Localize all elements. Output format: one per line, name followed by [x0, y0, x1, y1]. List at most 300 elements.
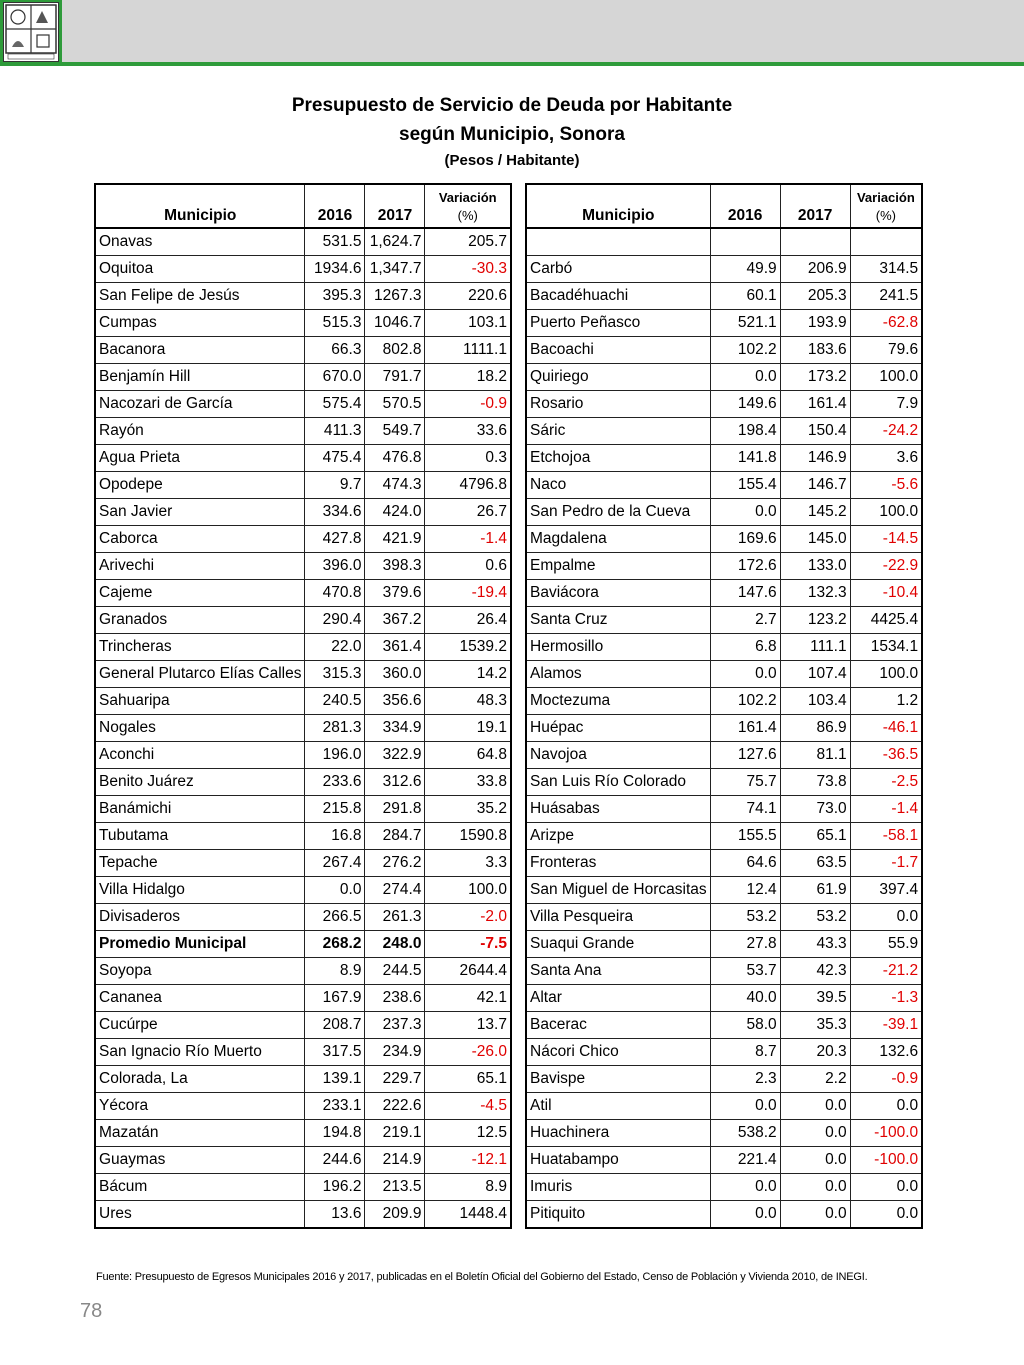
page-title-line2: según Municipio, Sonora: [399, 124, 625, 145]
cell-2017: 132.3: [780, 580, 850, 607]
table-row: [526, 228, 922, 256]
cell-2017: 205.3: [780, 283, 850, 310]
cell-2017: 0.0: [780, 1174, 850, 1201]
cell-variacion: -0.9: [425, 391, 511, 418]
page-subtitle: (Pesos / Habitante): [444, 152, 580, 169]
cell-variacion: 1590.8: [425, 823, 511, 850]
cell-municipio: Baviácora: [526, 580, 710, 607]
cell-municipio: Bácum: [95, 1174, 305, 1201]
cell-2017: 43.3: [780, 931, 850, 958]
table-row: [95, 256, 511, 283]
cell-2017: 356.6: [365, 688, 425, 715]
cell-variacion: 42.1: [425, 985, 511, 1012]
table-row: [95, 958, 511, 985]
cell-2017: 0.0: [780, 1093, 850, 1120]
cell-municipio: San Luis Río Colorado: [526, 769, 710, 796]
col-header-2017: 2017: [365, 184, 425, 228]
cell-2016: 317.5: [305, 1039, 365, 1066]
cell-2016: 395.3: [305, 283, 365, 310]
cell-municipio: Hermosillo: [526, 634, 710, 661]
cell-2017: 1,347.7: [365, 256, 425, 283]
cell-municipio: Yécora: [95, 1093, 305, 1120]
table-row: [526, 1201, 922, 1229]
cell-variacion: -1.7: [850, 850, 922, 877]
cell-municipio: Etchojoa: [526, 445, 710, 472]
col-header-variacion-unit: (%): [457, 208, 478, 223]
cell-2017: 146.7: [780, 472, 850, 499]
cell-municipio: Empalme: [526, 553, 710, 580]
cell-municipio: Caborca: [95, 526, 305, 553]
col-header-municipio: Municipio: [95, 184, 305, 228]
table-left: [94, 183, 512, 1229]
cell-2016: 74.1: [710, 796, 780, 823]
cell-municipio: Banámichi: [95, 796, 305, 823]
cell-2017: 35.3: [780, 1012, 850, 1039]
cell-municipio: Trincheras: [95, 634, 305, 661]
cell-municipio: Nogales: [95, 715, 305, 742]
cell-2017: 1046.7: [365, 310, 425, 337]
cell-2016: 0.0: [305, 877, 365, 904]
cell-2016: 1934.6: [305, 256, 365, 283]
table-row: [526, 1147, 922, 1174]
cell-2016: 411.3: [305, 418, 365, 445]
cell-municipio: Villa Hidalgo: [95, 877, 305, 904]
cell-variacion: -10.4: [850, 580, 922, 607]
cell-2017: [780, 228, 850, 256]
cell-2017: 0.0: [780, 1201, 850, 1229]
cell-variacion: 1111.1: [425, 337, 511, 364]
cell-variacion: 4796.8: [425, 472, 511, 499]
table-row: [526, 769, 922, 796]
cell-2016: 531.5: [305, 228, 365, 256]
cell-2017: 367.2: [365, 607, 425, 634]
cell-variacion: 3.6: [850, 445, 922, 472]
cell-2016: 155.5: [710, 823, 780, 850]
cell-2016: 49.9: [710, 256, 780, 283]
table-row: [526, 634, 922, 661]
cell-municipio: Cajeme: [95, 580, 305, 607]
cell-municipio: Onavas: [95, 228, 305, 256]
table-row: [526, 985, 922, 1012]
cell-2016: 66.3: [305, 337, 365, 364]
cell-variacion: -21.2: [850, 958, 922, 985]
table-row: [95, 391, 511, 418]
cell-2016: 0.0: [710, 1201, 780, 1229]
cell-2016: 267.4: [305, 850, 365, 877]
table-row: [526, 1174, 922, 1201]
table-row: [95, 553, 511, 580]
logo-frame: [0, 0, 62, 66]
cell-2016: 233.6: [305, 769, 365, 796]
cell-municipio: Villa Pesqueira: [526, 904, 710, 931]
cell-variacion: 64.8: [425, 742, 511, 769]
cell-variacion: -4.5: [425, 1093, 511, 1120]
cell-variacion: -1.4: [850, 796, 922, 823]
table-row: [95, 904, 511, 931]
cell-variacion: 0.3: [425, 445, 511, 472]
table-row: [95, 1120, 511, 1147]
cell-municipio: Opodepe: [95, 472, 305, 499]
col-header-2016: 2016: [710, 184, 780, 228]
table-row: [95, 1147, 511, 1174]
cell-2017: 421.9: [365, 526, 425, 553]
table-row: [526, 958, 922, 985]
cell-variacion: 12.5: [425, 1120, 511, 1147]
table-row: [95, 1174, 511, 1201]
cell-municipio: San Felipe de Jesús: [95, 283, 305, 310]
cell-variacion: -46.1: [850, 715, 922, 742]
cell-municipio: San Pedro de la Cueva: [526, 499, 710, 526]
table-row: [95, 499, 511, 526]
cell-variacion: -19.4: [425, 580, 511, 607]
cell-2016: 0.0: [710, 364, 780, 391]
cell-2017: 222.6: [365, 1093, 425, 1120]
table-row: [95, 931, 511, 958]
cell-variacion: -2.5: [850, 769, 922, 796]
cell-2016: 8.9: [305, 958, 365, 985]
table-row: [95, 661, 511, 688]
cell-municipio: Arivechi: [95, 553, 305, 580]
cell-2016: 575.4: [305, 391, 365, 418]
cell-municipio: Rayón: [95, 418, 305, 445]
cell-2017: 133.0: [780, 553, 850, 580]
cell-variacion: -26.0: [425, 1039, 511, 1066]
cell-2017: 334.9: [365, 715, 425, 742]
cell-variacion: 0.0: [850, 1201, 922, 1229]
cell-2017: 63.5: [780, 850, 850, 877]
cell-2017: 150.4: [780, 418, 850, 445]
cell-2016: 538.2: [710, 1120, 780, 1147]
cell-2017: 360.0: [365, 661, 425, 688]
table-row: [526, 742, 922, 769]
table-row: [526, 418, 922, 445]
cell-2016: 221.4: [710, 1147, 780, 1174]
cell-municipio: Magdalena: [526, 526, 710, 553]
cell-variacion: 397.4: [850, 877, 922, 904]
cell-2016: 334.6: [305, 499, 365, 526]
cell-municipio: General Plutarco Elías Calles: [95, 661, 305, 688]
cell-variacion: -36.5: [850, 742, 922, 769]
cell-variacion: 1448.4: [425, 1201, 511, 1229]
cell-2016: 2.7: [710, 607, 780, 634]
cell-2017: 361.4: [365, 634, 425, 661]
cell-municipio: Puerto Peñasco: [526, 310, 710, 337]
cell-variacion: -1.3: [850, 985, 922, 1012]
cell-2017: 0.0: [780, 1147, 850, 1174]
table-row: [95, 607, 511, 634]
cell-municipio: [526, 228, 710, 256]
cell-2016: 13.6: [305, 1201, 365, 1229]
cell-municipio: Huatabampo: [526, 1147, 710, 1174]
cell-2016: 196.0: [305, 742, 365, 769]
cell-2016: 427.8: [305, 526, 365, 553]
cell-municipio: San Miguel de Horcasitas: [526, 877, 710, 904]
cell-2017: 145.0: [780, 526, 850, 553]
page-number: 78: [80, 1300, 103, 1322]
cell-2016: 22.0: [305, 634, 365, 661]
cell-municipio: Sáric: [526, 418, 710, 445]
table-row: [95, 796, 511, 823]
cell-2016: 169.6: [710, 526, 780, 553]
cell-2016: 9.7: [305, 472, 365, 499]
table-right: [525, 183, 923, 1229]
cell-2016: 396.0: [305, 553, 365, 580]
cell-2017: 274.4: [365, 877, 425, 904]
cell-municipio: Benjamín Hill: [95, 364, 305, 391]
cell-variacion: 8.9: [425, 1174, 511, 1201]
cell-2017: 173.2: [780, 364, 850, 391]
table-row: [526, 688, 922, 715]
cell-municipio: Bacerac: [526, 1012, 710, 1039]
cell-2016: 290.4: [305, 607, 365, 634]
cell-variacion: 205.7: [425, 228, 511, 256]
table-row: [95, 445, 511, 472]
cell-municipio: Sahuaripa: [95, 688, 305, 715]
cell-variacion: 14.2: [425, 661, 511, 688]
cell-2017: 123.2: [780, 607, 850, 634]
cell-variacion: 100.0: [850, 364, 922, 391]
cell-2016: 475.4: [305, 445, 365, 472]
cell-variacion: 132.6: [850, 1039, 922, 1066]
cell-2017: 107.4: [780, 661, 850, 688]
cell-variacion: -22.9: [850, 553, 922, 580]
table-row: [526, 904, 922, 931]
source-note: Fuente: Presupuesto de Egresos Municipales 2016 y 2017, publicadas en el Boletín Oficial del Gobierno del Estado, Censo de Población y Vivienda 2010, de INEGI.: [96, 1271, 868, 1283]
cell-municipio: Huépac: [526, 715, 710, 742]
table-row: [526, 283, 922, 310]
cell-2017: 379.6: [365, 580, 425, 607]
cell-municipio: Agua Prieta: [95, 445, 305, 472]
cell-2016: 167.9: [305, 985, 365, 1012]
cell-variacion: 1.2: [850, 688, 922, 715]
table-row: [95, 580, 511, 607]
cell-variacion: -12.1: [425, 1147, 511, 1174]
table-row: [526, 1012, 922, 1039]
table-row: [526, 1066, 922, 1093]
cell-municipio: Soyopa: [95, 958, 305, 985]
cell-2017: 261.3: [365, 904, 425, 931]
cell-2017: 570.5: [365, 391, 425, 418]
cell-municipio: Aconchi: [95, 742, 305, 769]
cell-2017: 244.5: [365, 958, 425, 985]
cell-variacion: -58.1: [850, 823, 922, 850]
cell-2017: 312.6: [365, 769, 425, 796]
cell-municipio: Atil: [526, 1093, 710, 1120]
table-row: [526, 580, 922, 607]
cell-variacion: 26.7: [425, 499, 511, 526]
cell-2016: [710, 228, 780, 256]
cell-2017: 802.8: [365, 337, 425, 364]
cell-2017: 284.7: [365, 823, 425, 850]
cell-variacion: 48.3: [425, 688, 511, 715]
table-row: [526, 1120, 922, 1147]
cell-2017: 322.9: [365, 742, 425, 769]
cell-variacion: 2644.4: [425, 958, 511, 985]
table-row: [526, 391, 922, 418]
cell-2016: 2.3: [710, 1066, 780, 1093]
col-header-2016: 2016: [305, 184, 365, 228]
table-row: [526, 499, 922, 526]
cell-municipio: Arizpe: [526, 823, 710, 850]
table-row: [95, 877, 511, 904]
cell-variacion: 79.6: [850, 337, 922, 364]
cell-variacion: 100.0: [425, 877, 511, 904]
table-row: [526, 310, 922, 337]
cell-variacion: 0.0: [850, 1174, 922, 1201]
cell-2017: 20.3: [780, 1039, 850, 1066]
cell-2016: 12.4: [710, 877, 780, 904]
cell-variacion: 1534.1: [850, 634, 922, 661]
table-row: [95, 228, 511, 256]
cell-2016: 27.8: [710, 931, 780, 958]
cell-municipio: Pitiquito: [526, 1201, 710, 1229]
cell-2017: 39.5: [780, 985, 850, 1012]
cell-2016: 141.8: [710, 445, 780, 472]
cell-2017: 214.9: [365, 1147, 425, 1174]
table-row: [95, 1066, 511, 1093]
cell-2016: 8.7: [710, 1039, 780, 1066]
table-row: [526, 850, 922, 877]
table-row: [95, 337, 511, 364]
table-row: [526, 337, 922, 364]
table-header-row: [526, 184, 922, 228]
cell-2017: 81.1: [780, 742, 850, 769]
cell-2016: 196.2: [305, 1174, 365, 1201]
cell-2017: 791.7: [365, 364, 425, 391]
cell-variacion: -5.6: [850, 472, 922, 499]
cell-variacion: -24.2: [850, 418, 922, 445]
cell-municipio: Nácori Chico: [526, 1039, 710, 1066]
cell-variacion: 1539.2: [425, 634, 511, 661]
cell-municipio: Ures: [95, 1201, 305, 1229]
cell-variacion: 0.6: [425, 553, 511, 580]
cell-2017: 291.8: [365, 796, 425, 823]
cell-2016: 515.3: [305, 310, 365, 337]
cell-municipio: Colorada, La: [95, 1066, 305, 1093]
cell-municipio: Alamos: [526, 661, 710, 688]
cell-2017: 1267.3: [365, 283, 425, 310]
cell-municipio: Imuris: [526, 1174, 710, 1201]
table-header-row: [95, 184, 511, 228]
cell-variacion: 3.3: [425, 850, 511, 877]
col-header-variacion: [850, 184, 922, 228]
cell-municipio: Cumpas: [95, 310, 305, 337]
cell-2017: 1,624.7: [365, 228, 425, 256]
table-row: [526, 607, 922, 634]
cell-municipio: San Javier: [95, 499, 305, 526]
table-row: [526, 364, 922, 391]
cell-2017: 276.2: [365, 850, 425, 877]
cell-municipio: Huachinera: [526, 1120, 710, 1147]
cell-municipio: Tepache: [95, 850, 305, 877]
top-banner-line: [0, 62, 1024, 66]
cell-2016: 240.5: [305, 688, 365, 715]
cell-2017: 103.4: [780, 688, 850, 715]
col-header-variacion-unit: (%): [875, 208, 896, 223]
cell-2016: 0.0: [710, 499, 780, 526]
cell-municipio: Navojoa: [526, 742, 710, 769]
cell-variacion: -1.4: [425, 526, 511, 553]
cell-2017: 53.2: [780, 904, 850, 931]
cell-municipio: Tubutama: [95, 823, 305, 850]
cell-2016: 315.3: [305, 661, 365, 688]
cell-variacion: 33.6: [425, 418, 511, 445]
cell-variacion: 4425.4: [850, 607, 922, 634]
table-row: [95, 1201, 511, 1229]
cell-2017: 248.0: [365, 931, 425, 958]
table-row: [526, 1039, 922, 1066]
cell-2016: 266.5: [305, 904, 365, 931]
table-row: [526, 553, 922, 580]
cell-2016: 53.7: [710, 958, 780, 985]
cell-municipio: Santa Cruz: [526, 607, 710, 634]
col-header-municipio: Municipio: [526, 184, 710, 228]
cell-municipio: Oquitoa: [95, 256, 305, 283]
cell-2017: 398.3: [365, 553, 425, 580]
cell-2017: 474.3: [365, 472, 425, 499]
cell-variacion: 7.9: [850, 391, 922, 418]
cell-municipio: Quiriego: [526, 364, 710, 391]
cell-2016: 127.6: [710, 742, 780, 769]
table-row: [95, 1039, 511, 1066]
cell-2016: 233.1: [305, 1093, 365, 1120]
table-row: [95, 364, 511, 391]
cell-2016: 281.3: [305, 715, 365, 742]
cell-2017: 549.7: [365, 418, 425, 445]
cell-municipio: Bavispe: [526, 1066, 710, 1093]
cell-2016: 208.7: [305, 1012, 365, 1039]
cell-2016: 58.0: [710, 1012, 780, 1039]
table-row: [95, 283, 511, 310]
cell-municipio: Mazatán: [95, 1120, 305, 1147]
cell-2017: 234.9: [365, 1039, 425, 1066]
cell-municipio: Santa Ana: [526, 958, 710, 985]
table-row: [526, 715, 922, 742]
state-seal-icon: [4, 3, 58, 61]
cell-variacion: 100.0: [850, 661, 922, 688]
cell-municipio: Granados: [95, 607, 305, 634]
table-row: [95, 688, 511, 715]
cell-municipio: Benito Juárez: [95, 769, 305, 796]
cell-2017: 2.2: [780, 1066, 850, 1093]
cell-2017: 238.6: [365, 985, 425, 1012]
cell-municipio: Fronteras: [526, 850, 710, 877]
cell-variacion: 220.6: [425, 283, 511, 310]
cell-2017: 183.6: [780, 337, 850, 364]
cell-2017: 424.0: [365, 499, 425, 526]
cell-variacion: 35.2: [425, 796, 511, 823]
cell-2017: 146.9: [780, 445, 850, 472]
cell-variacion: 103.1: [425, 310, 511, 337]
cell-variacion: [850, 228, 922, 256]
table-row: [95, 850, 511, 877]
cell-2017: 65.1: [780, 823, 850, 850]
table-row: [95, 634, 511, 661]
top-banner: [0, 0, 1024, 62]
col-header-variacion: [425, 184, 511, 228]
cell-variacion: -14.5: [850, 526, 922, 553]
table-row: [95, 472, 511, 499]
table-row: [526, 526, 922, 553]
cell-2017: 193.9: [780, 310, 850, 337]
cell-municipio: Cananea: [95, 985, 305, 1012]
cell-2016: 244.6: [305, 1147, 365, 1174]
cell-municipio: Bacoachi: [526, 337, 710, 364]
cell-2016: 139.1: [305, 1066, 365, 1093]
cell-municipio: Huásabas: [526, 796, 710, 823]
table-row: [526, 472, 922, 499]
table-row: [526, 1093, 922, 1120]
